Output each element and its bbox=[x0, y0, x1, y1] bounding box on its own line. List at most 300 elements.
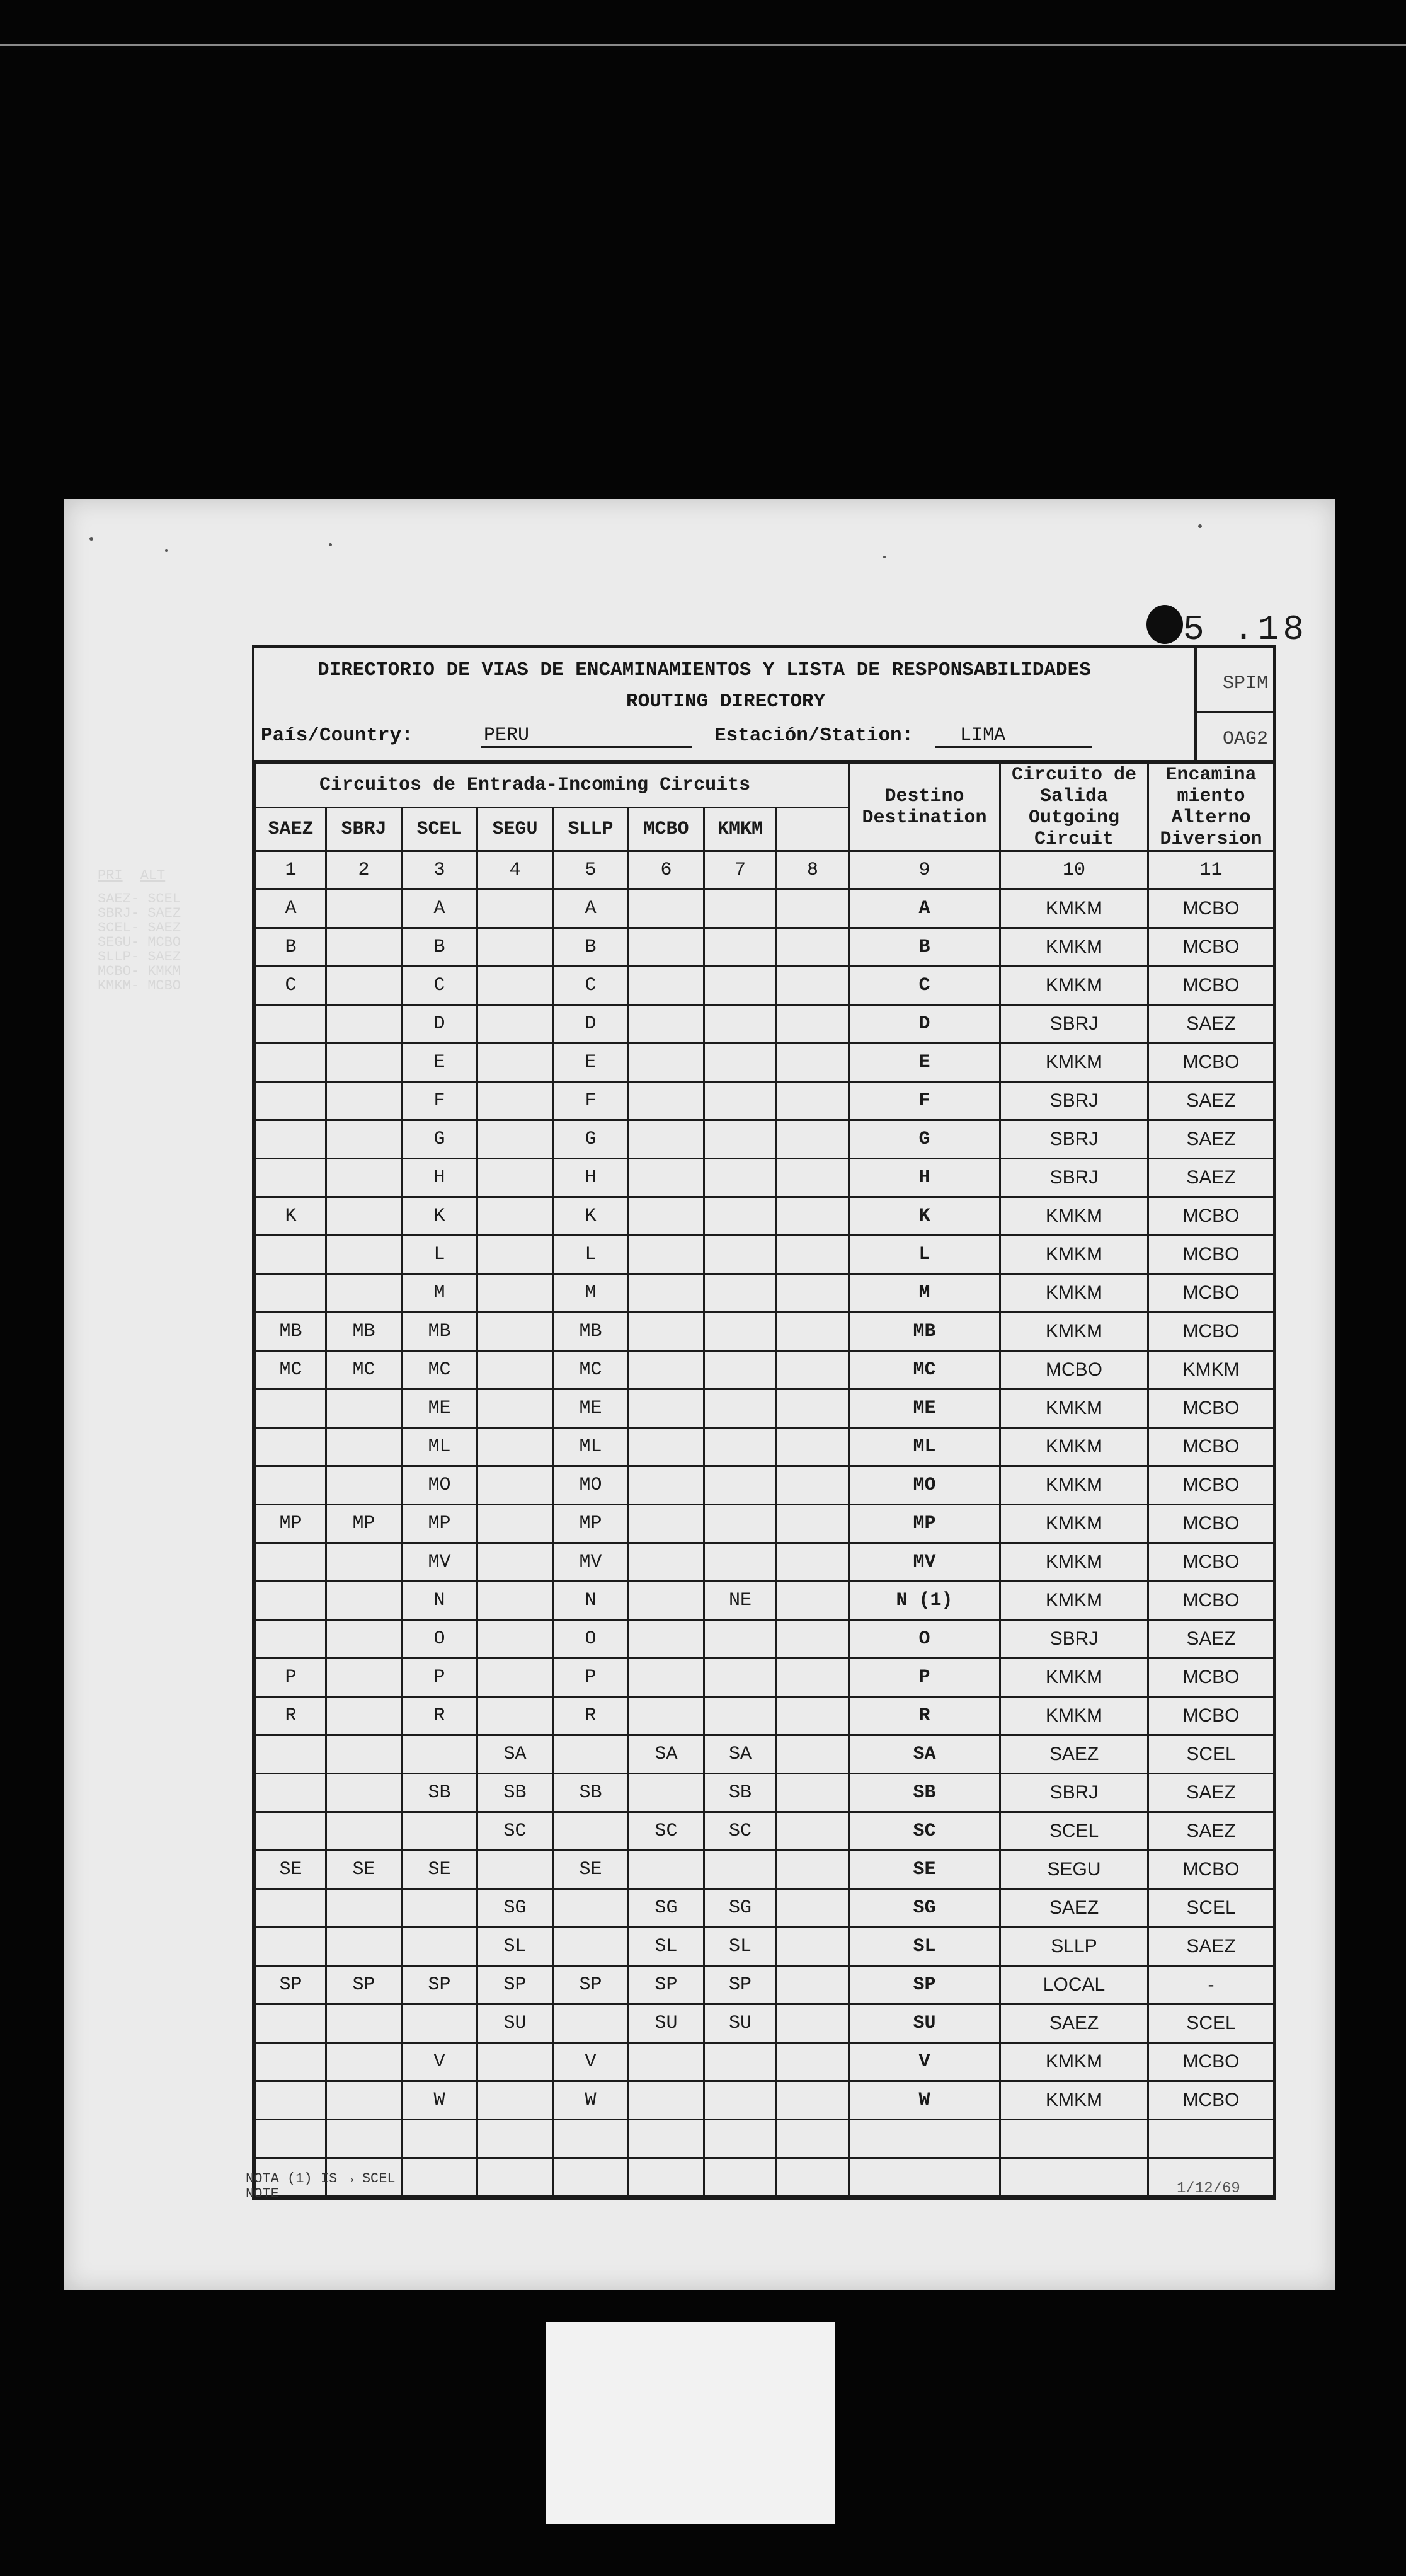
incoming-cell bbox=[777, 890, 849, 928]
routing-table bbox=[254, 762, 1275, 2197]
legend-line: SLLP- SAEZ bbox=[98, 949, 181, 965]
incoming-cell bbox=[777, 1236, 849, 1274]
incoming-cell: SU bbox=[629, 2004, 704, 2043]
incoming-cell bbox=[629, 1543, 704, 1582]
incoming-cell bbox=[777, 1274, 849, 1313]
table-row bbox=[256, 1889, 1274, 1928]
incoming-cell: SP bbox=[704, 1966, 777, 2004]
incoming-cell bbox=[326, 1005, 402, 1044]
outgoing-circuit-cell: SBRJ bbox=[1000, 1774, 1148, 1812]
incoming-cell: R bbox=[402, 1697, 477, 1735]
incoming-cell bbox=[777, 1197, 849, 1236]
incoming-cell: M bbox=[553, 1274, 629, 1313]
incoming-cell: SA bbox=[629, 1735, 704, 1774]
incoming-cell bbox=[477, 1274, 553, 1313]
incoming-cell bbox=[256, 1236, 326, 1274]
incoming-cell bbox=[777, 2081, 849, 2120]
destination-cell: O bbox=[849, 1620, 1000, 1659]
destination-header-en: Destination bbox=[862, 807, 987, 829]
outgoing-circuit-cell: SEGU bbox=[1000, 1851, 1148, 1889]
incoming-cell bbox=[629, 1466, 704, 1505]
alternate-route-cell: MCBO bbox=[1148, 2043, 1274, 2081]
table-row bbox=[256, 1389, 1274, 1428]
incoming-cell: C bbox=[553, 967, 629, 1005]
incoming-cell bbox=[326, 1659, 402, 1697]
incoming-cell bbox=[402, 2120, 477, 2158]
column-number: 10 bbox=[1000, 851, 1148, 890]
incoming-cell bbox=[477, 1543, 553, 1582]
destination-cell: E bbox=[849, 1044, 1000, 1082]
station-label: Estación/Station: bbox=[714, 725, 914, 747]
table-row bbox=[256, 967, 1274, 1005]
outgoing-circuit-cell: KMKM bbox=[1000, 1274, 1148, 1313]
alternate-route-cell: MCBO bbox=[1148, 1044, 1274, 1082]
incoming-cell bbox=[777, 1159, 849, 1197]
legend-line: MCBO- KMKM bbox=[98, 963, 181, 979]
incoming-cell bbox=[629, 1197, 704, 1236]
outgoing-header-line: Salida bbox=[1039, 786, 1109, 807]
incoming-cell bbox=[777, 1044, 849, 1082]
incoming-cell bbox=[629, 2120, 704, 2158]
outgoing-circuit-cell: SBRJ bbox=[1000, 1005, 1148, 1044]
table-row bbox=[256, 1659, 1274, 1697]
incoming-cell bbox=[326, 1274, 402, 1313]
table-row bbox=[256, 2043, 1274, 2081]
incoming-cell bbox=[704, 1313, 777, 1351]
incoming-cell bbox=[477, 1851, 553, 1889]
incoming-cell bbox=[326, 1620, 402, 1659]
destination-cell: F bbox=[849, 1082, 1000, 1120]
incoming-cell bbox=[704, 1159, 777, 1197]
incoming-cell: B bbox=[402, 928, 477, 967]
incoming-cell bbox=[553, 1812, 629, 1851]
incoming-cell: R bbox=[256, 1697, 326, 1735]
incoming-cell bbox=[326, 1543, 402, 1582]
destination-cell: ME bbox=[849, 1389, 1000, 1428]
incoming-cell: MB bbox=[553, 1313, 629, 1351]
incoming-cell: SB bbox=[704, 1774, 777, 1812]
destination-cell: M bbox=[849, 1274, 1000, 1313]
incoming-col-header: SCEL bbox=[402, 807, 477, 851]
alternate-route-cell: KMKM bbox=[1148, 1351, 1274, 1389]
incoming-cell: MB bbox=[256, 1313, 326, 1351]
incoming-cell: SL bbox=[629, 1928, 704, 1966]
outgoing-circuit-cell: KMKM bbox=[1000, 1505, 1148, 1543]
outgoing-circuit-cell: KMKM bbox=[1000, 2043, 1148, 2081]
incoming-cell: MO bbox=[553, 1466, 629, 1505]
incoming-cell bbox=[629, 967, 704, 1005]
incoming-cell bbox=[477, 1044, 553, 1082]
legend-line: SBRJ- SAEZ bbox=[98, 906, 181, 921]
incoming-cell bbox=[477, 1159, 553, 1197]
incoming-cell: SP bbox=[402, 1966, 477, 2004]
alternate-route-cell: MCBO bbox=[1148, 2081, 1274, 2120]
incoming-cell bbox=[477, 1236, 553, 1274]
routing-rows bbox=[256, 890, 1274, 2197]
incoming-cell bbox=[704, 1466, 777, 1505]
incoming-cell: SB bbox=[477, 1774, 553, 1812]
table-row bbox=[256, 1928, 1274, 1966]
incoming-cell bbox=[704, 1005, 777, 1044]
alternate-route-cell: MCBO bbox=[1148, 1236, 1274, 1274]
incoming-cell: SB bbox=[553, 1774, 629, 1812]
outgoing-circuit-cell: SBRJ bbox=[1000, 1082, 1148, 1120]
incoming-cell: F bbox=[402, 1082, 477, 1120]
incoming-cell: NE bbox=[704, 1582, 777, 1620]
destination-cell: R bbox=[849, 1697, 1000, 1735]
incoming-cell: MP bbox=[402, 1505, 477, 1543]
destination-cell: H bbox=[849, 1159, 1000, 1197]
alternate-route-cell: SAEZ bbox=[1148, 1812, 1274, 1851]
speck bbox=[89, 537, 93, 541]
incoming-cell bbox=[477, 2120, 553, 2158]
destination-cell bbox=[849, 2120, 1000, 2158]
speck bbox=[165, 549, 168, 552]
column-number: 7 bbox=[704, 851, 777, 890]
destination-cell: MO bbox=[849, 1466, 1000, 1505]
destination-cell: B bbox=[849, 928, 1000, 967]
incoming-cell: ML bbox=[402, 1428, 477, 1466]
incoming-cell: MC bbox=[256, 1351, 326, 1389]
incoming-cell bbox=[629, 928, 704, 967]
incoming-cell bbox=[326, 1889, 402, 1928]
incoming-cell: SG bbox=[629, 1889, 704, 1928]
alternate-route-cell: SAEZ bbox=[1148, 1620, 1274, 1659]
incoming-cell bbox=[704, 1082, 777, 1120]
table-row bbox=[256, 1428, 1274, 1466]
incoming-cell bbox=[477, 1466, 553, 1505]
destination-cell: ML bbox=[849, 1428, 1000, 1466]
alternate-route-cell: MCBO bbox=[1148, 890, 1274, 928]
incoming-cell bbox=[629, 890, 704, 928]
table-row bbox=[256, 2120, 1274, 2158]
incoming-cell: MB bbox=[326, 1313, 402, 1351]
country-label: País/Country: bbox=[261, 725, 413, 747]
incoming-cell: SL bbox=[477, 1928, 553, 1966]
alternate-route-cell: MCBO bbox=[1148, 1659, 1274, 1697]
outgoing-circuit-cell: KMKM bbox=[1000, 1659, 1148, 1697]
alternate-route-cell: MCBO bbox=[1148, 1428, 1274, 1466]
incoming-cell: SP bbox=[256, 1966, 326, 2004]
incoming-cell: SG bbox=[477, 1889, 553, 1928]
incoming-cell bbox=[777, 2043, 849, 2081]
document-date: 1/12/69 bbox=[1177, 2180, 1240, 2197]
incoming-cell: G bbox=[402, 1120, 477, 1159]
incoming-cell: A bbox=[256, 890, 326, 928]
incoming-cell bbox=[704, 2081, 777, 2120]
outgoing-circuit-header bbox=[1000, 764, 1148, 851]
incoming-cell bbox=[402, 1889, 477, 1928]
incoming-cell bbox=[629, 1313, 704, 1351]
legend-line: SAEZ- SCEL bbox=[98, 891, 181, 907]
incoming-cell bbox=[629, 1274, 704, 1313]
destination-cell bbox=[849, 2158, 1000, 2197]
incoming-cell bbox=[777, 1351, 849, 1389]
incoming-cell bbox=[629, 1120, 704, 1159]
column-number: 11 bbox=[1148, 851, 1274, 890]
column-number: 1 bbox=[256, 851, 326, 890]
incoming-cell: SB bbox=[402, 1774, 477, 1812]
incoming-cell: V bbox=[553, 2043, 629, 2081]
incoming-cell bbox=[256, 1582, 326, 1620]
column-number: 2 bbox=[326, 851, 402, 890]
ink-blot bbox=[1146, 605, 1183, 644]
incoming-cell bbox=[477, 928, 553, 967]
alternate-route-cell: MCBO bbox=[1148, 928, 1274, 967]
column-number: 9 bbox=[849, 851, 1000, 890]
incoming-cell bbox=[704, 1851, 777, 1889]
table-row bbox=[256, 1274, 1274, 1313]
table-row bbox=[256, 1044, 1274, 1082]
table-row bbox=[256, 1735, 1274, 1774]
incoming-cell bbox=[704, 2158, 777, 2197]
table-row bbox=[256, 1851, 1274, 1889]
table-header-row bbox=[256, 764, 1274, 808]
incoming-cell bbox=[777, 2004, 849, 2043]
incoming-cell bbox=[477, 2081, 553, 2120]
incoming-cell bbox=[326, 1812, 402, 1851]
incoming-cell bbox=[777, 1774, 849, 1812]
outgoing-circuit-cell: KMKM bbox=[1000, 1428, 1148, 1466]
incoming-cell bbox=[777, 1543, 849, 1582]
form-header-main bbox=[254, 648, 1197, 760]
incoming-cell bbox=[704, 1351, 777, 1389]
outgoing-circuit-cell: SCEL bbox=[1000, 1812, 1148, 1851]
outgoing-circuit-cell: KMKM bbox=[1000, 1389, 1148, 1428]
incoming-cell: SL bbox=[704, 1928, 777, 1966]
incoming-cell bbox=[629, 1389, 704, 1428]
incoming-cell bbox=[256, 1274, 326, 1313]
incoming-cell: L bbox=[553, 1236, 629, 1274]
routing-directory-form bbox=[252, 645, 1276, 2200]
incoming-cell bbox=[629, 2158, 704, 2197]
incoming-cell bbox=[777, 1928, 849, 1966]
destination-cell: SE bbox=[849, 1851, 1000, 1889]
destination-cell: P bbox=[849, 1659, 1000, 1697]
legend-headers bbox=[98, 868, 183, 883]
incoming-cell: C bbox=[256, 967, 326, 1005]
footnote-label: NOTE bbox=[246, 2186, 279, 2202]
incoming-cell: MC bbox=[326, 1351, 402, 1389]
alternate-header-line: Encamina bbox=[1165, 764, 1257, 786]
alternate-route-cell: MCBO bbox=[1148, 1197, 1274, 1236]
incoming-cell bbox=[553, 2158, 629, 2197]
outgoing-circuit-cell: KMKM bbox=[1000, 1543, 1148, 1582]
incoming-cell: B bbox=[553, 928, 629, 967]
incoming-cell bbox=[704, 1620, 777, 1659]
outgoing-circuit-cell: KMKM bbox=[1000, 1197, 1148, 1236]
destination-cell: SU bbox=[849, 2004, 1000, 2043]
incoming-cell bbox=[704, 1428, 777, 1466]
incoming-cell: K bbox=[402, 1197, 477, 1236]
outgoing-header-line: Outgoing bbox=[1028, 807, 1120, 829]
incoming-cell bbox=[326, 1197, 402, 1236]
table-row bbox=[256, 1351, 1274, 1389]
incoming-cell bbox=[326, 1389, 402, 1428]
table-row bbox=[256, 1313, 1274, 1351]
column-number: 3 bbox=[402, 851, 477, 890]
incoming-cell bbox=[777, 1505, 849, 1543]
incoming-cell bbox=[553, 2004, 629, 2043]
speck bbox=[329, 543, 332, 546]
incoming-cell: SU bbox=[704, 2004, 777, 2043]
incoming-cell bbox=[256, 1044, 326, 1082]
incoming-cell bbox=[326, 1466, 402, 1505]
incoming-cell: R bbox=[553, 1697, 629, 1735]
outgoing-circuit-cell: KMKM bbox=[1000, 1044, 1148, 1082]
alternate-route-cell: SAEZ bbox=[1148, 1774, 1274, 1812]
incoming-cell: K bbox=[553, 1197, 629, 1236]
speck bbox=[1198, 524, 1202, 528]
outgoing-circuit-cell: KMKM bbox=[1000, 1697, 1148, 1735]
incoming-cell: MV bbox=[553, 1543, 629, 1582]
incoming-circuits-header: Circuitos de Entrada-Incoming Circuits bbox=[256, 764, 849, 808]
incoming-cell bbox=[629, 1236, 704, 1274]
incoming-cell bbox=[326, 2004, 402, 2043]
table-row bbox=[256, 1505, 1274, 1543]
outgoing-circuit-cell: SBRJ bbox=[1000, 1620, 1148, 1659]
top-rule-line bbox=[0, 44, 1406, 46]
incoming-cell bbox=[477, 2158, 553, 2197]
code-divider bbox=[1194, 711, 1273, 713]
incoming-cell bbox=[629, 1582, 704, 1620]
outgoing-circuit-cell: SAEZ bbox=[1000, 1889, 1148, 1928]
incoming-cell bbox=[256, 2120, 326, 2158]
page-number: 5 .18 bbox=[1146, 605, 1308, 650]
incoming-cell bbox=[704, 1236, 777, 1274]
destination-cell: N (1) bbox=[849, 1582, 1000, 1620]
alternate-routing-header bbox=[1148, 764, 1274, 851]
incoming-cell bbox=[326, 2081, 402, 2120]
incoming-col-header: SEGU bbox=[477, 807, 553, 851]
incoming-cell bbox=[256, 1543, 326, 1582]
incoming-cell: SC bbox=[477, 1812, 553, 1851]
routing-legend bbox=[98, 868, 183, 993]
legend-header-alt: ALT bbox=[140, 868, 166, 883]
outgoing-circuit-cell: MCBO bbox=[1000, 1351, 1148, 1389]
table-row bbox=[256, 1812, 1274, 1851]
destination-cell: W bbox=[849, 2081, 1000, 2120]
incoming-cell: A bbox=[402, 890, 477, 928]
incoming-cell: F bbox=[553, 1082, 629, 1120]
incoming-cell bbox=[629, 1774, 704, 1812]
column-number: 8 bbox=[777, 851, 849, 890]
incoming-cell bbox=[326, 1928, 402, 1966]
alternate-route-cell: SAEZ bbox=[1148, 1082, 1274, 1120]
incoming-cell bbox=[704, 928, 777, 967]
column-number: 4 bbox=[477, 851, 553, 890]
incoming-cell bbox=[777, 1313, 849, 1351]
table-row bbox=[256, 1966, 1274, 2004]
outgoing-circuit-cell: SAEZ bbox=[1000, 1735, 1148, 1774]
incoming-cell: SE bbox=[326, 1851, 402, 1889]
incoming-cell: K bbox=[256, 1197, 326, 1236]
alternate-route-cell bbox=[1148, 2120, 1274, 2158]
station-code-bottom: OAG2 bbox=[1222, 728, 1268, 750]
destination-cell: K bbox=[849, 1197, 1000, 1236]
incoming-cell: SP bbox=[326, 1966, 402, 2004]
destination-cell: MC bbox=[849, 1351, 1000, 1389]
incoming-cell: D bbox=[402, 1005, 477, 1044]
incoming-cell bbox=[629, 2081, 704, 2120]
incoming-cell bbox=[326, 1428, 402, 1466]
table-row bbox=[256, 1774, 1274, 1812]
incoming-cell bbox=[256, 2004, 326, 2043]
column-number: 6 bbox=[629, 851, 704, 890]
incoming-cell bbox=[629, 1659, 704, 1697]
incoming-cell bbox=[326, 2043, 402, 2081]
incoming-cell: SP bbox=[629, 1966, 704, 2004]
incoming-cell: SG bbox=[704, 1889, 777, 1928]
incoming-cell bbox=[477, 1082, 553, 1120]
station-code-top: SPIM bbox=[1222, 673, 1268, 694]
incoming-cell: SA bbox=[704, 1735, 777, 1774]
incoming-cell: A bbox=[553, 890, 629, 928]
incoming-cell bbox=[256, 1082, 326, 1120]
destination-cell: A bbox=[849, 890, 1000, 928]
outgoing-circuit-cell: KMKM bbox=[1000, 1313, 1148, 1351]
incoming-cell: SP bbox=[553, 1966, 629, 2004]
table-row bbox=[256, 2004, 1274, 2043]
incoming-cell bbox=[704, 1120, 777, 1159]
incoming-cell bbox=[402, 1735, 477, 1774]
incoming-cell bbox=[629, 1005, 704, 1044]
incoming-cell bbox=[326, 1582, 402, 1620]
outgoing-circuit-cell: KMKM bbox=[1000, 967, 1148, 1005]
destination-cell: SL bbox=[849, 1928, 1000, 1966]
incoming-cell bbox=[704, 1044, 777, 1082]
incoming-cell bbox=[477, 1313, 553, 1351]
table-row bbox=[256, 1005, 1274, 1044]
incoming-cell bbox=[256, 2043, 326, 2081]
table-row bbox=[256, 1120, 1274, 1159]
incoming-col-header: SBRJ bbox=[326, 807, 402, 851]
incoming-cell: MV bbox=[402, 1543, 477, 1582]
incoming-cell: MC bbox=[402, 1351, 477, 1389]
outgoing-circuit-cell: LOCAL bbox=[1000, 1966, 1148, 2004]
legend-header-pri: PRI bbox=[98, 868, 123, 883]
table-row bbox=[256, 1082, 1274, 1120]
incoming-cell: G bbox=[553, 1120, 629, 1159]
incoming-cell bbox=[704, 1389, 777, 1428]
destination-cell: G bbox=[849, 1120, 1000, 1159]
alternate-route-cell: MCBO bbox=[1148, 1274, 1274, 1313]
incoming-cell bbox=[256, 1005, 326, 1044]
alternate-route-cell: MCBO bbox=[1148, 1582, 1274, 1620]
incoming-cell: B bbox=[256, 928, 326, 967]
outgoing-circuit-cell: KMKM bbox=[1000, 1236, 1148, 1274]
incoming-cell bbox=[326, 1044, 402, 1082]
destination-header-es: Destino bbox=[884, 786, 964, 807]
incoming-cell: P bbox=[553, 1659, 629, 1697]
alternate-header-line: Alterno bbox=[1171, 807, 1251, 829]
destination-cell: SC bbox=[849, 1812, 1000, 1851]
table-row bbox=[256, 1466, 1274, 1505]
column-number: 5 bbox=[553, 851, 629, 890]
incoming-cell bbox=[553, 1735, 629, 1774]
incoming-cell bbox=[777, 1005, 849, 1044]
incoming-cell: L bbox=[402, 1236, 477, 1274]
column-numbers-row bbox=[256, 851, 1274, 890]
destination-cell: SP bbox=[849, 1966, 1000, 2004]
table-row bbox=[256, 2081, 1274, 2120]
table-row bbox=[256, 1582, 1274, 1620]
incoming-cell: H bbox=[553, 1159, 629, 1197]
table-row bbox=[256, 1620, 1274, 1659]
title-spanish: DIRECTORIO DE VIAS DE ENCAMINAMIENTOS Y LISTA DE RESPONSABILIDADES bbox=[317, 659, 1091, 681]
legend-line: KMKM- MCBO bbox=[98, 978, 181, 994]
outgoing-circuit-cell bbox=[1000, 2120, 1148, 2158]
